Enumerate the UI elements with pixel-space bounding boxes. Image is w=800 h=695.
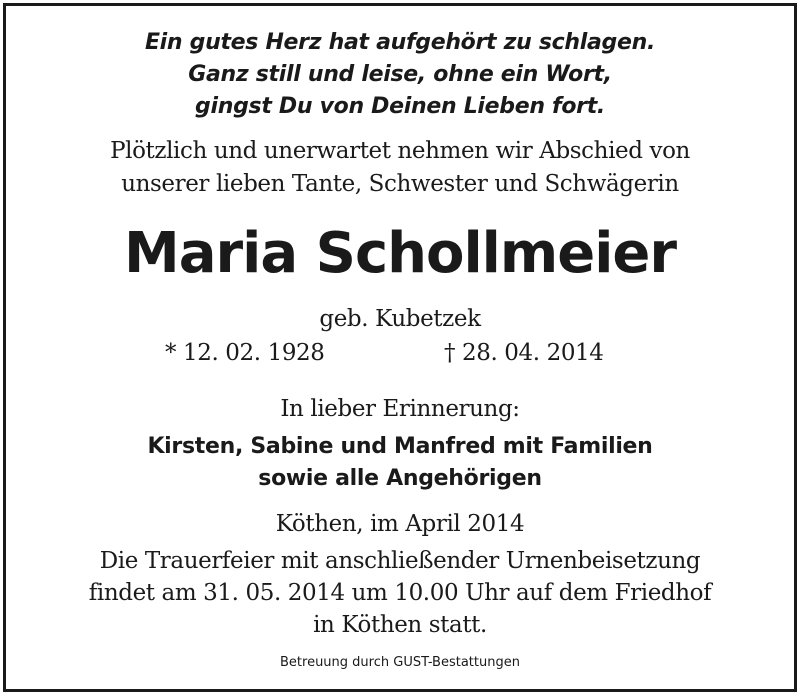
funeral-home-credit: Betreuung durch GUST-Bestattungen — [280, 655, 520, 670]
ceremony-line-2: findet am 31. 05. 2014 um 10.00 Uhr auf dem Friedhof — [88, 580, 712, 606]
ceremony-line-1: Die Trauerfeier mit anschließender Urnenbeisetzung — [99, 548, 701, 574]
death-date: † 28. 04. 2014 — [444, 340, 604, 366]
memory-heading: In lieber Erinnerung: — [280, 396, 520, 422]
family-line-2: sowie alle Angehörigen — [258, 466, 542, 491]
deceased-name: Maria Schollmeier — [124, 221, 676, 286]
place-date: Köthen, im April 2014 — [275, 511, 525, 537]
verse-line-3: gingst Du von Deinen Lieben fort. — [195, 94, 605, 119]
maiden-name: geb. Kubetzek — [319, 306, 481, 332]
obituary-notice — [3, 3, 797, 692]
ceremony-line-3: in Köthen statt. — [313, 612, 487, 638]
intro-line-1: Plötzlich und unerwartet nehmen wir Abschied von — [110, 138, 690, 164]
family-line-1: Kirsten, Sabine und Manfred mit Familien — [147, 434, 653, 459]
birth-date: * 12. 02. 1928 — [165, 340, 325, 366]
verse-line-1: Ein gutes Herz hat aufgehört zu schlagen. — [144, 30, 656, 55]
intro-line-2: unserer lieben Tante, Schwester und Schwägerin — [121, 171, 679, 197]
verse-line-2: Ganz still und leise, ohne ein Wort, — [188, 62, 612, 87]
